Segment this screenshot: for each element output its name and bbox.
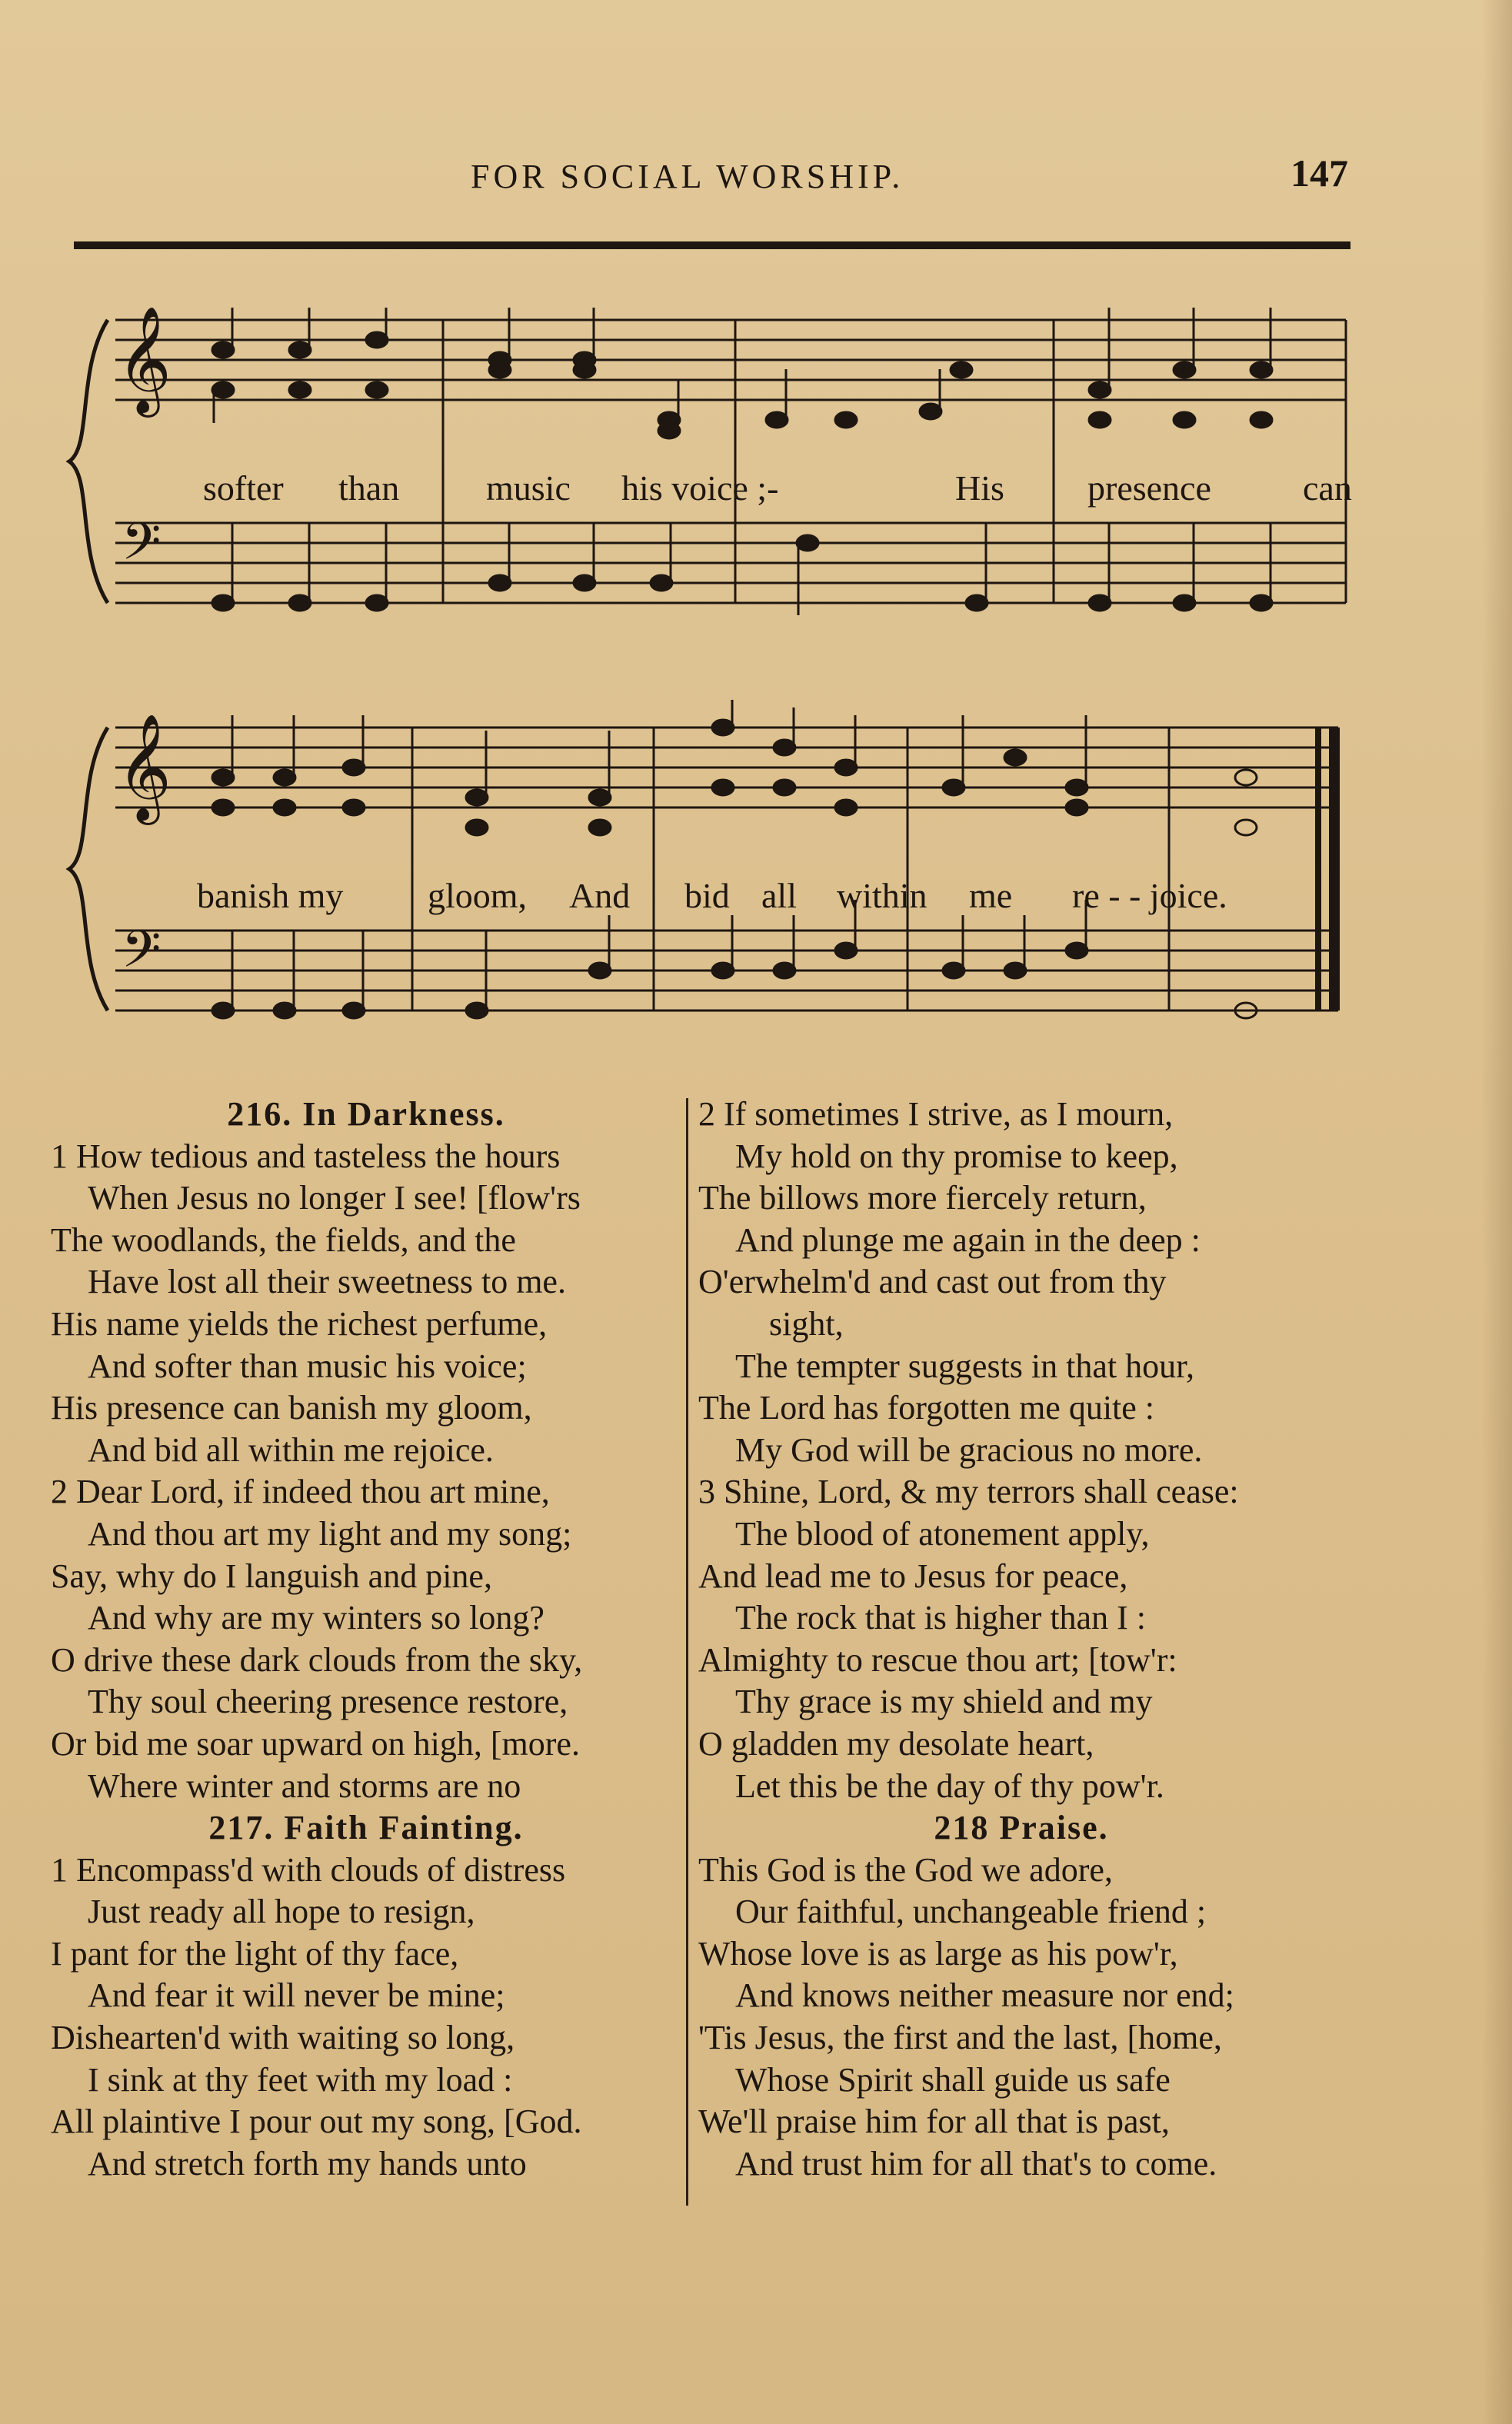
lyric-syllable: than (338, 468, 400, 508)
verse-line: Almighty to rescue thou art; [tow'r: (698, 1640, 1177, 1679)
hymn-number: 218 (934, 1809, 990, 1847)
hymn-title: Praise. (999, 1809, 1109, 1847)
lyric-syllable: re - - joice. (1072, 876, 1227, 915)
page-number: 147 (1291, 152, 1348, 195)
verse-line: And lead me to Jesus for peace, (698, 1557, 1128, 1595)
verse-line: And bid all within me rejoice. (88, 1430, 494, 1469)
page-header (0, 151, 1512, 205)
verse-line: Dishearten'd with waiting so long, (51, 2019, 515, 2057)
lyric-syllable: can (1303, 468, 1352, 508)
verse-line: 3 Shine, Lord, & my terrors shall cease: (698, 1473, 1239, 1511)
left-column (51, 1094, 681, 2185)
lyric-syllable: And (569, 876, 631, 915)
lyric-syllable: his voice ;- (621, 468, 779, 508)
lyric-syllable: music (486, 468, 571, 508)
column-divider (686, 1098, 688, 2206)
hymn-number: 216. (227, 1095, 293, 1133)
verse-line: 1 Encompass'd with clouds of distress (51, 1850, 566, 1889)
verse-line: Just ready all hope to resign, (88, 1893, 475, 1931)
hymn-218-heading (698, 1807, 1344, 1850)
lyric-syllable: banish my (197, 876, 344, 915)
verse-line: 'Tis Jesus, the first and the last, [home, (698, 2019, 1222, 2057)
hymn-title: Faith Fainting. (284, 1809, 524, 1847)
hymn-216-heading (51, 1094, 681, 1136)
verse-line: Our faithful, unchangeable friend ; (735, 1893, 1207, 1931)
hymn-number: 217. (208, 1809, 275, 1847)
verse-line: Let this be the day of thy pow'r. (735, 1766, 1164, 1805)
music-system-1 (62, 292, 1369, 646)
verse-line: We'll praise him for all that is past, (698, 2103, 1170, 2141)
verse-line: The rock that is higher than I : (735, 1599, 1146, 1637)
verse-line: Whose love is as large as his pow'r, (698, 1934, 1178, 1973)
lyric-syllable: gloom, (428, 876, 528, 915)
verse-line: And trust him for all that's to come. (735, 2144, 1217, 2183)
verse-line: The blood of atonement apply, (735, 1514, 1150, 1553)
verse-line: Thy soul cheering presence restore, (88, 1683, 568, 1721)
verse-line: When Jesus no longer I see! [flow'rs (88, 1179, 581, 1217)
verse-line: My God will be gracious no more. (735, 1430, 1203, 1469)
header-rule (74, 241, 1350, 249)
verse-line: And plunge me again in the deep : (735, 1220, 1201, 1259)
lyric-syllable: me (969, 876, 1013, 915)
verse-line: And thou art my light and my song; (88, 1514, 572, 1553)
hymn-217-heading (51, 1807, 681, 1850)
verse-line: This God is the God we adore, (698, 1850, 1113, 1889)
svg-text:𝄞: 𝄞 (117, 714, 172, 821)
music-system-2 (62, 700, 1369, 1061)
verse-line: His name yields the richest perfume, (51, 1304, 548, 1343)
verse-line: The billows more fiercely return, (698, 1179, 1147, 1217)
page-edge-shadow (1481, 0, 1512, 2424)
verse-line: Thy grace is my shield and my (735, 1683, 1153, 1721)
verse-line: The tempter suggests in that hour, (735, 1347, 1195, 1385)
right-column (698, 1094, 1344, 2185)
svg-text:𝄢: 𝄢 (122, 920, 162, 991)
verse-line: I sink at thy feet with my load : (88, 2060, 513, 2099)
verse-line: 1 How tedious and tasteless the hours (51, 1137, 561, 1175)
lyric-syllable: presence (1087, 468, 1211, 508)
verse-line: And why are my winters so long? (88, 1599, 545, 1637)
lyric-syllable: all (761, 876, 797, 915)
svg-text:𝄢: 𝄢 (122, 512, 162, 584)
verse-line: The Lord has forgotten me quite : (698, 1389, 1155, 1427)
verse-line: Or bid me soar upward on high, [more. (51, 1724, 580, 1763)
verse-line: Where winter and storms are no (88, 1766, 521, 1805)
verse-line: And stretch forth my hands unto (88, 2144, 527, 2183)
verse-line: His presence can banish my gloom, (51, 1389, 532, 1427)
verse-line: 2 Dear Lord, if indeed thou art mine, (51, 1473, 550, 1511)
lyric-syllable: His (955, 468, 1004, 508)
verse-line: O drive these dark clouds from the sky, (51, 1640, 583, 1679)
verse-line: sight, (769, 1304, 844, 1343)
verse-line: And softer than music his voice; (88, 1347, 527, 1385)
verse-line: O'erwhelm'd and cast out from thy (698, 1263, 1167, 1301)
verse-line: All plaintive I pour out my song, [God. (51, 2103, 582, 2141)
verse-line: And fear it will never be mine; (88, 1976, 505, 2015)
verse-line: The woodlands, the fields, and the (51, 1220, 516, 1259)
lyric-syllable: bid (684, 876, 730, 915)
lyric-syllable: softer (203, 468, 284, 508)
verse-line: Whose Spirit shall guide us safe (735, 2060, 1171, 2099)
verse-line: 2 If sometimes I strive, as I mourn, (698, 1095, 1174, 1133)
verse-line: Say, why do I languish and pine, (51, 1557, 492, 1595)
verse-line: O gladden my desolate heart, (698, 1724, 1094, 1763)
running-head: FOR SOCIAL WORSHIP. (471, 158, 904, 195)
verse-line: My hold on thy promise to keep, (735, 1137, 1178, 1175)
svg-text:𝄞: 𝄞 (117, 306, 172, 413)
verse-line: Have lost all their sweetness to me. (88, 1263, 566, 1301)
verse-line: And knows neither measure nor end; (735, 1976, 1234, 2015)
verse-line: I pant for the light of thy face, (51, 1934, 459, 1973)
lyric-syllable: within (837, 876, 928, 915)
hymn-title: In Darkness. (302, 1095, 505, 1133)
